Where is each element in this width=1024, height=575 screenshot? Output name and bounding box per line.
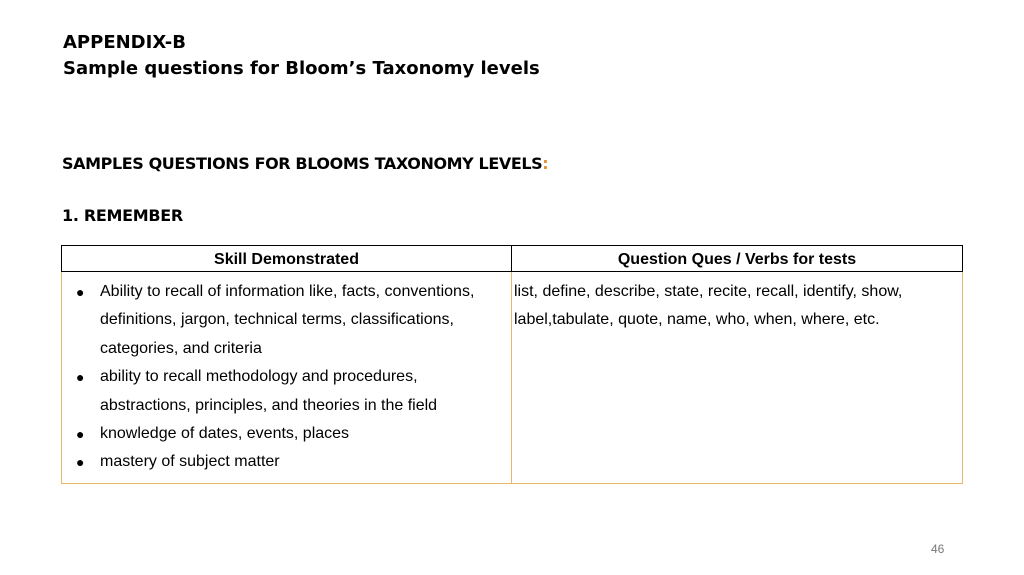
appendix-subtitle: Sample questions for Bloom’s Taxonomy levels (63, 58, 540, 79)
column-header-skill: Skill Demonstrated (62, 246, 512, 272)
skill-text: ability to recall methodology and procedures, abstractions, principles, and theories in the field (100, 368, 438, 414)
skill-text: Ability to recall of information like, facts, conventions, definitions, jargon, technical terms, classifications, categories, and criteria (100, 283, 475, 357)
bullet-icon: ● (76, 369, 85, 386)
remember-table (61, 245, 963, 484)
skills-list (62, 278, 511, 477)
bullet-icon: ● (76, 454, 85, 471)
skills-cell (62, 272, 512, 484)
appendix-header (63, 30, 540, 82)
list-item (62, 448, 511, 476)
skill-text: mastery of subject matter (100, 453, 280, 471)
page-number: 46 (931, 542, 945, 556)
list-item (62, 420, 511, 448)
list-item (62, 363, 511, 420)
table-header-row (62, 246, 963, 272)
table-row (62, 272, 963, 484)
skill-text: knowledge of dates, events, places (100, 425, 350, 443)
verbs-cell: list, define, describe, state, recite, recall, identify, show, label,tabulate, quote, name, who, when, where, etc. (512, 272, 963, 484)
section-heading-colon: : (542, 154, 549, 173)
column-header-verbs: Question Ques / Verbs for tests (512, 246, 963, 272)
appendix-title: APPENDIX-B (63, 32, 186, 53)
list-item (62, 278, 511, 363)
section-heading (62, 153, 548, 175)
level-heading: 1. REMEMBER (62, 206, 183, 225)
bullet-icon: ● (76, 426, 85, 443)
bullet-icon: ● (76, 284, 85, 300)
section-heading-text: SAMPLES QUESTIONS FOR BLOOMS TAXONOMY LEVELS (62, 154, 543, 173)
